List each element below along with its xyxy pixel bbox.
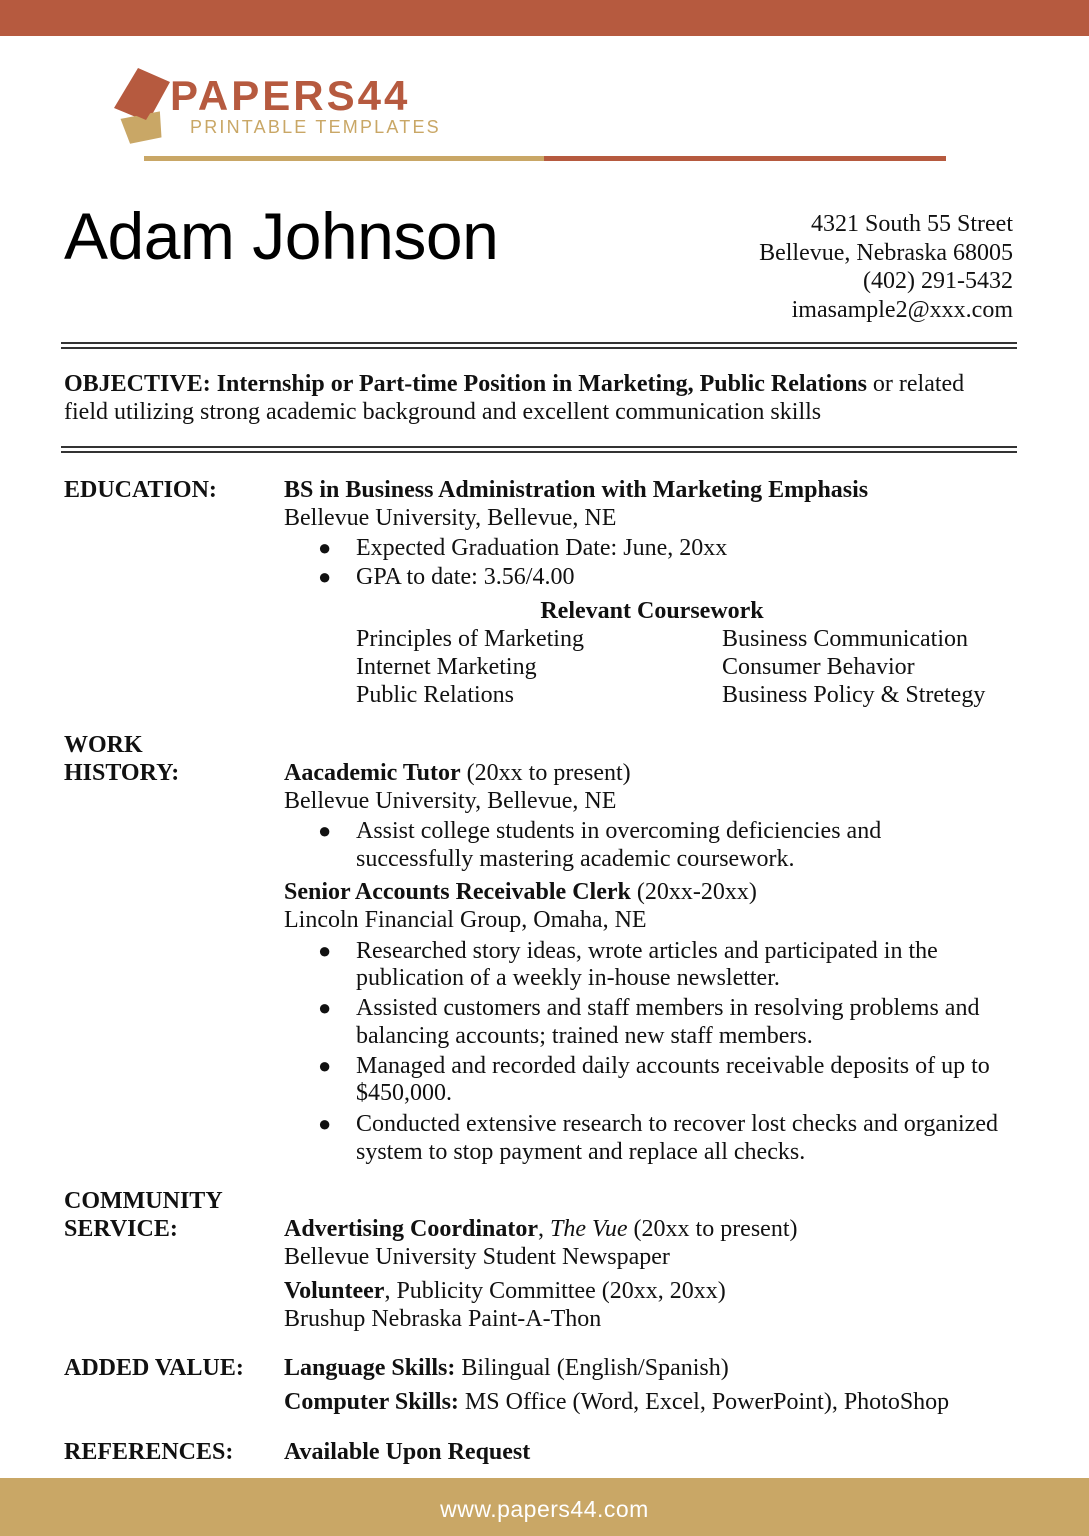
bullet-icon: ● xyxy=(318,1053,332,1078)
bullet-icon: ● xyxy=(318,995,332,1020)
contact-phone: (402) 291-5432 xyxy=(863,268,1013,294)
course-item: Principles of Marketing xyxy=(356,626,584,652)
education-label: EDUCATION: xyxy=(64,477,217,503)
education-degree: BS in Business Administration with Marketing Emphasis xyxy=(284,477,869,503)
divider-mid-2 xyxy=(61,451,1017,453)
community-item-title xyxy=(284,1277,726,1305)
language-skills-label: Language Skills: xyxy=(284,1355,456,1381)
divider-mid-1 xyxy=(61,446,1017,448)
community-role: Advertising Coordinator xyxy=(284,1216,538,1242)
coursework-title: Relevant Coursework xyxy=(540,598,764,624)
language-skills-value: Bilingual (English/Spanish) xyxy=(455,1355,729,1381)
job-title-line xyxy=(284,878,757,906)
course-item: Business Communication xyxy=(722,626,968,652)
job-bullet-line: $450,000. xyxy=(356,1080,452,1106)
community-org: Brushup Nebraska Paint-A-Thon xyxy=(284,1306,602,1332)
education-bullet-1: Expected Graduation Date: June, 20xx xyxy=(356,535,728,561)
objective-label: OBJECTIVE: xyxy=(64,371,211,397)
computer-skills xyxy=(284,1388,949,1416)
community-rest: , Publicity Committee (20xx, 20xx) xyxy=(384,1278,726,1304)
brand-name: PAPERS44 xyxy=(170,72,411,119)
applicant-name: Adam Johnson xyxy=(64,199,499,273)
community-item-title xyxy=(284,1215,798,1243)
objective-rest: or related field utilizing strong academic background and excellent communication skills xyxy=(64,371,965,425)
community-publication: The Vue xyxy=(550,1216,628,1242)
references-label: REFERENCES: xyxy=(64,1439,234,1465)
divider-top-2 xyxy=(61,347,1017,349)
bullet-icon: ● xyxy=(318,564,332,589)
objective-bold: Internship or Part-time Position in Marketing, Public Relations xyxy=(216,371,867,397)
work-label-1: WORK xyxy=(64,732,143,758)
job-org: Bellevue University, Bellevue, NE xyxy=(284,788,617,814)
course-item: Consumer Behavior xyxy=(722,654,915,680)
bullet-icon: ● xyxy=(318,818,332,843)
community-sep: , xyxy=(538,1216,550,1242)
brand-underline-rust xyxy=(544,156,946,161)
contact-city: Bellevue, Nebraska 68005 xyxy=(759,239,1013,266)
job-bullet-line: Managed and recorded daily accounts receivable deposits of up to xyxy=(356,1053,990,1079)
course-item: Internet Marketing xyxy=(356,654,537,680)
bullet-icon: ● xyxy=(318,938,332,963)
course-item: Business Policy & Stretegy xyxy=(722,682,986,708)
job-bullet-line: Researched story ideas, wrote articles and participated in the xyxy=(356,938,938,964)
job-bullet-line: Assisted customers and staff members in resolving problems and xyxy=(356,995,980,1021)
job-dates: (20xx-20xx) xyxy=(630,879,757,905)
job-dates: (20xx to present) xyxy=(460,760,631,786)
computer-skills-label: Computer Skills: xyxy=(284,1389,459,1415)
computer-skills-value: MS Office (Word, Excel, PowerPoint), PhotoShop xyxy=(458,1389,950,1415)
divider-top-1 xyxy=(61,342,1017,344)
community-dates: (20xx to present) xyxy=(627,1216,798,1242)
job-bullet-line: successfully mastering academic coursework. xyxy=(356,846,795,872)
community-role: Volunteer xyxy=(284,1278,385,1304)
language-skills xyxy=(284,1354,729,1382)
education-school: Bellevue University, Bellevue, NE xyxy=(284,505,617,531)
community-label-1: COMMUNITY xyxy=(64,1188,223,1214)
job-title: Senior Accounts Receivable Clerk xyxy=(284,879,631,905)
contact-email: imasample2@xxx.com xyxy=(791,296,1013,323)
job-bullet-line: Assist college students in overcoming deficiencies and xyxy=(356,818,882,844)
brand-tagline: PRINTABLE TEMPLATES xyxy=(190,117,441,137)
brand-underline-gold xyxy=(144,156,544,161)
bullet-icon: ● xyxy=(318,1111,332,1136)
references-value: Available Upon Request xyxy=(284,1439,531,1465)
job-bullet-line: publication of a weekly in-house newsletter. xyxy=(356,965,780,991)
course-item: Public Relations xyxy=(356,682,514,708)
work-label-2: HISTORY: xyxy=(64,760,180,786)
bullet-icon: ● xyxy=(318,535,332,560)
contact-street: 4321 South 55 Street xyxy=(811,211,1013,237)
job-bullet-line: Conducted extensive research to recover lost checks and organized xyxy=(356,1111,998,1137)
job-org: Lincoln Financial Group, Omaha, NE xyxy=(284,907,647,933)
job-bullet-line: balancing accounts; trained new staff members. xyxy=(356,1023,813,1049)
community-org: Bellevue University Student Newspaper xyxy=(284,1244,670,1270)
community-label-2: SERVICE: xyxy=(64,1216,178,1242)
added-value-label: ADDED VALUE: xyxy=(64,1355,244,1381)
top-color-bar xyxy=(0,0,1089,36)
job-title-line xyxy=(284,759,631,787)
footer-url[interactable]: www.papers44.com xyxy=(440,1496,649,1522)
education-bullet-2: GPA to date: 3.56/4.00 xyxy=(356,564,575,590)
contact-block xyxy=(759,210,1013,324)
job-title: Aacademic Tutor xyxy=(284,760,461,786)
job-bullet-line: system to stop payment and replace all checks. xyxy=(356,1139,806,1165)
objective-section xyxy=(64,370,1004,426)
